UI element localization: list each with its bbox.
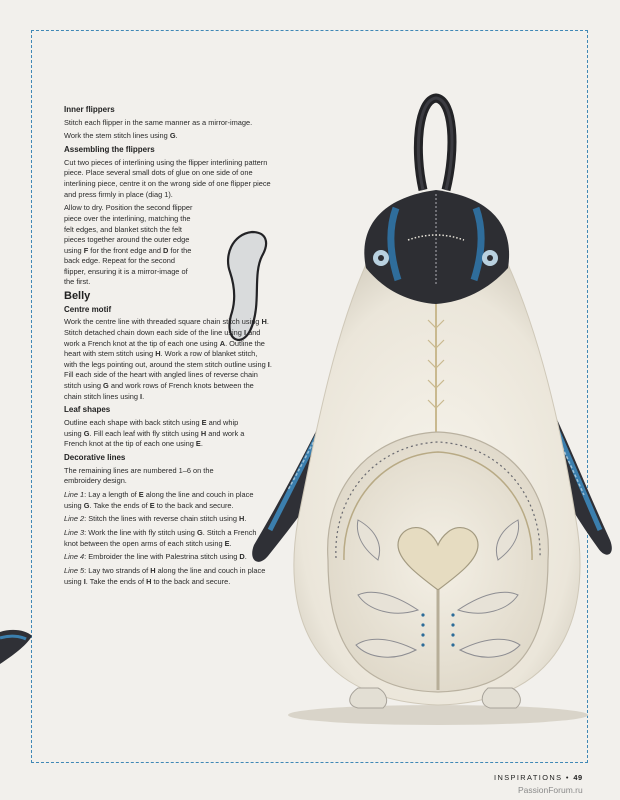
thread-code: G bbox=[103, 381, 109, 390]
thread-code: I bbox=[140, 391, 143, 401]
text: . bbox=[142, 391, 145, 401]
magazine-section-name: INSPIRATIONS bbox=[494, 773, 563, 782]
heading-leaf-shapes: Leaf shapes bbox=[64, 405, 111, 415]
watermark: PassionForum.ru bbox=[518, 785, 583, 795]
line-label: Line 4 bbox=[64, 552, 85, 562]
line-label: Line 3 bbox=[64, 528, 85, 538]
penguin-toy-photo bbox=[218, 90, 620, 730]
text: and work rows of French knots between the chain stitch lines using bbox=[64, 381, 254, 401]
thread-code: E bbox=[224, 538, 230, 548]
paragraph bbox=[64, 418, 246, 450]
thread-code: H bbox=[150, 566, 156, 576]
thread-code: I bbox=[267, 359, 270, 369]
text: : Stitch the lines with reverse chain stitch using bbox=[84, 514, 240, 524]
thread-code: H bbox=[155, 349, 161, 359]
text: . Fill each side of the heart with angled lines of reverse chain stitch using bbox=[64, 359, 272, 390]
paragraph bbox=[64, 203, 194, 288]
text: and whip using bbox=[64, 417, 239, 438]
thread-code: I bbox=[243, 328, 247, 338]
thread-code: E bbox=[201, 417, 207, 427]
text: . bbox=[244, 514, 247, 524]
thread-code: G bbox=[83, 428, 90, 438]
text: Stitch each flipper in the same manner as a mirror-image. bbox=[64, 117, 253, 127]
instructions-column bbox=[64, 104, 272, 591]
text: along the line and couch in place using bbox=[64, 489, 254, 510]
page-footer bbox=[494, 773, 583, 782]
text: and work a French knot at the tip of each one using bbox=[64, 428, 245, 449]
text: . Take the ends of bbox=[89, 500, 150, 510]
text: : Lay a length of bbox=[84, 489, 139, 499]
text: The remaining lines are numbered 1–6 on the embroidery design. bbox=[64, 465, 214, 486]
line-label: Line 1 bbox=[64, 489, 85, 499]
text: along the line and couch in place using bbox=[64, 566, 266, 586]
thread-code: A bbox=[219, 338, 226, 348]
text: . Fill each leaf with fly stitch using bbox=[89, 428, 201, 438]
text: . Stitch detached chain down each side of the line using bbox=[64, 317, 269, 338]
heading-assembling-flippers: Assembling the flippers bbox=[64, 145, 155, 155]
paragraph bbox=[64, 158, 272, 200]
line-label: Line 2 bbox=[64, 514, 85, 524]
text: . Outline the heart with stem stitch using bbox=[64, 338, 265, 359]
paragraph bbox=[64, 514, 264, 525]
text: to the back and secure. bbox=[154, 500, 234, 510]
text: : Embroider the line with Palestrina stitch using bbox=[84, 552, 240, 562]
paragraph bbox=[64, 528, 272, 549]
text: . bbox=[175, 131, 178, 141]
thread-code: E bbox=[149, 500, 155, 510]
heading-belly: Belly bbox=[64, 290, 91, 303]
line-label: Line 5 bbox=[64, 566, 85, 576]
text: to the back and secure. bbox=[151, 576, 231, 586]
text: for the front edge and bbox=[88, 245, 164, 255]
text: . Take the ends of bbox=[85, 576, 147, 586]
heading-inner-flippers: Inner flippers bbox=[64, 105, 115, 114]
thread-code: H bbox=[239, 514, 245, 524]
text: . bbox=[229, 538, 232, 548]
text: . bbox=[244, 552, 247, 562]
heading-decorative-lines: Decorative lines bbox=[64, 452, 126, 462]
page-number: 49 bbox=[573, 773, 583, 782]
paragraph bbox=[64, 466, 224, 487]
thread-code: E bbox=[138, 489, 144, 499]
thread-code: G bbox=[196, 528, 203, 538]
paragraph bbox=[64, 552, 272, 563]
text: : Lay two strands of bbox=[84, 566, 151, 576]
thread-code: I bbox=[83, 576, 86, 586]
text: . Work a row of blanket stitch, with the legs pointing out, around the stem stitch outline using bbox=[64, 349, 268, 369]
thread-code: H bbox=[146, 576, 152, 586]
thread-code: D bbox=[163, 245, 169, 255]
text: Cut two pieces of interlining using the flipper interlining pattern piece. Place several small dots of glue on one side of one interlining piece, centre it on the wrong side of one flipper piece and press firmly in place (diag 1). bbox=[64, 157, 271, 199]
thread-code: F bbox=[83, 245, 89, 255]
paragraph bbox=[64, 131, 272, 142]
thread-code: E bbox=[195, 439, 201, 449]
text: for the back edge. Repeat for the second flipper, ensuring it is a mirror-image of the first. bbox=[64, 245, 192, 287]
heading-centre-motif: Centre motif bbox=[64, 304, 112, 314]
paragraph bbox=[64, 566, 272, 587]
paragraph bbox=[64, 490, 254, 511]
text: Allow to dry. Position the second flipper piece over the interlining, matching the felt edges, and blanket stitch the felt pieces together around the outer edge using bbox=[64, 203, 193, 255]
text: and work a French knot at the tip of each one using bbox=[64, 328, 261, 348]
text: Work the stem stitch lines using bbox=[64, 131, 170, 141]
thread-code: G bbox=[169, 131, 176, 141]
text: Work the centre line with threaded square chain stitch using bbox=[64, 317, 262, 327]
paragraph bbox=[64, 118, 272, 129]
text: Outline each shape with back stitch using bbox=[64, 417, 202, 427]
footer-bullet: • bbox=[565, 773, 570, 782]
text: . Stitch a French knot between the open arms of each stitch using bbox=[64, 528, 257, 548]
thread-code: D bbox=[239, 552, 245, 562]
thread-code: H bbox=[261, 317, 267, 327]
paragraph bbox=[64, 317, 272, 402]
adjacent-flipper-fragment bbox=[0, 620, 34, 670]
thread-code: H bbox=[200, 428, 207, 438]
text: : Work the line with fly stitch using bbox=[84, 528, 197, 538]
text: . bbox=[200, 439, 203, 449]
thread-code: G bbox=[83, 500, 90, 510]
